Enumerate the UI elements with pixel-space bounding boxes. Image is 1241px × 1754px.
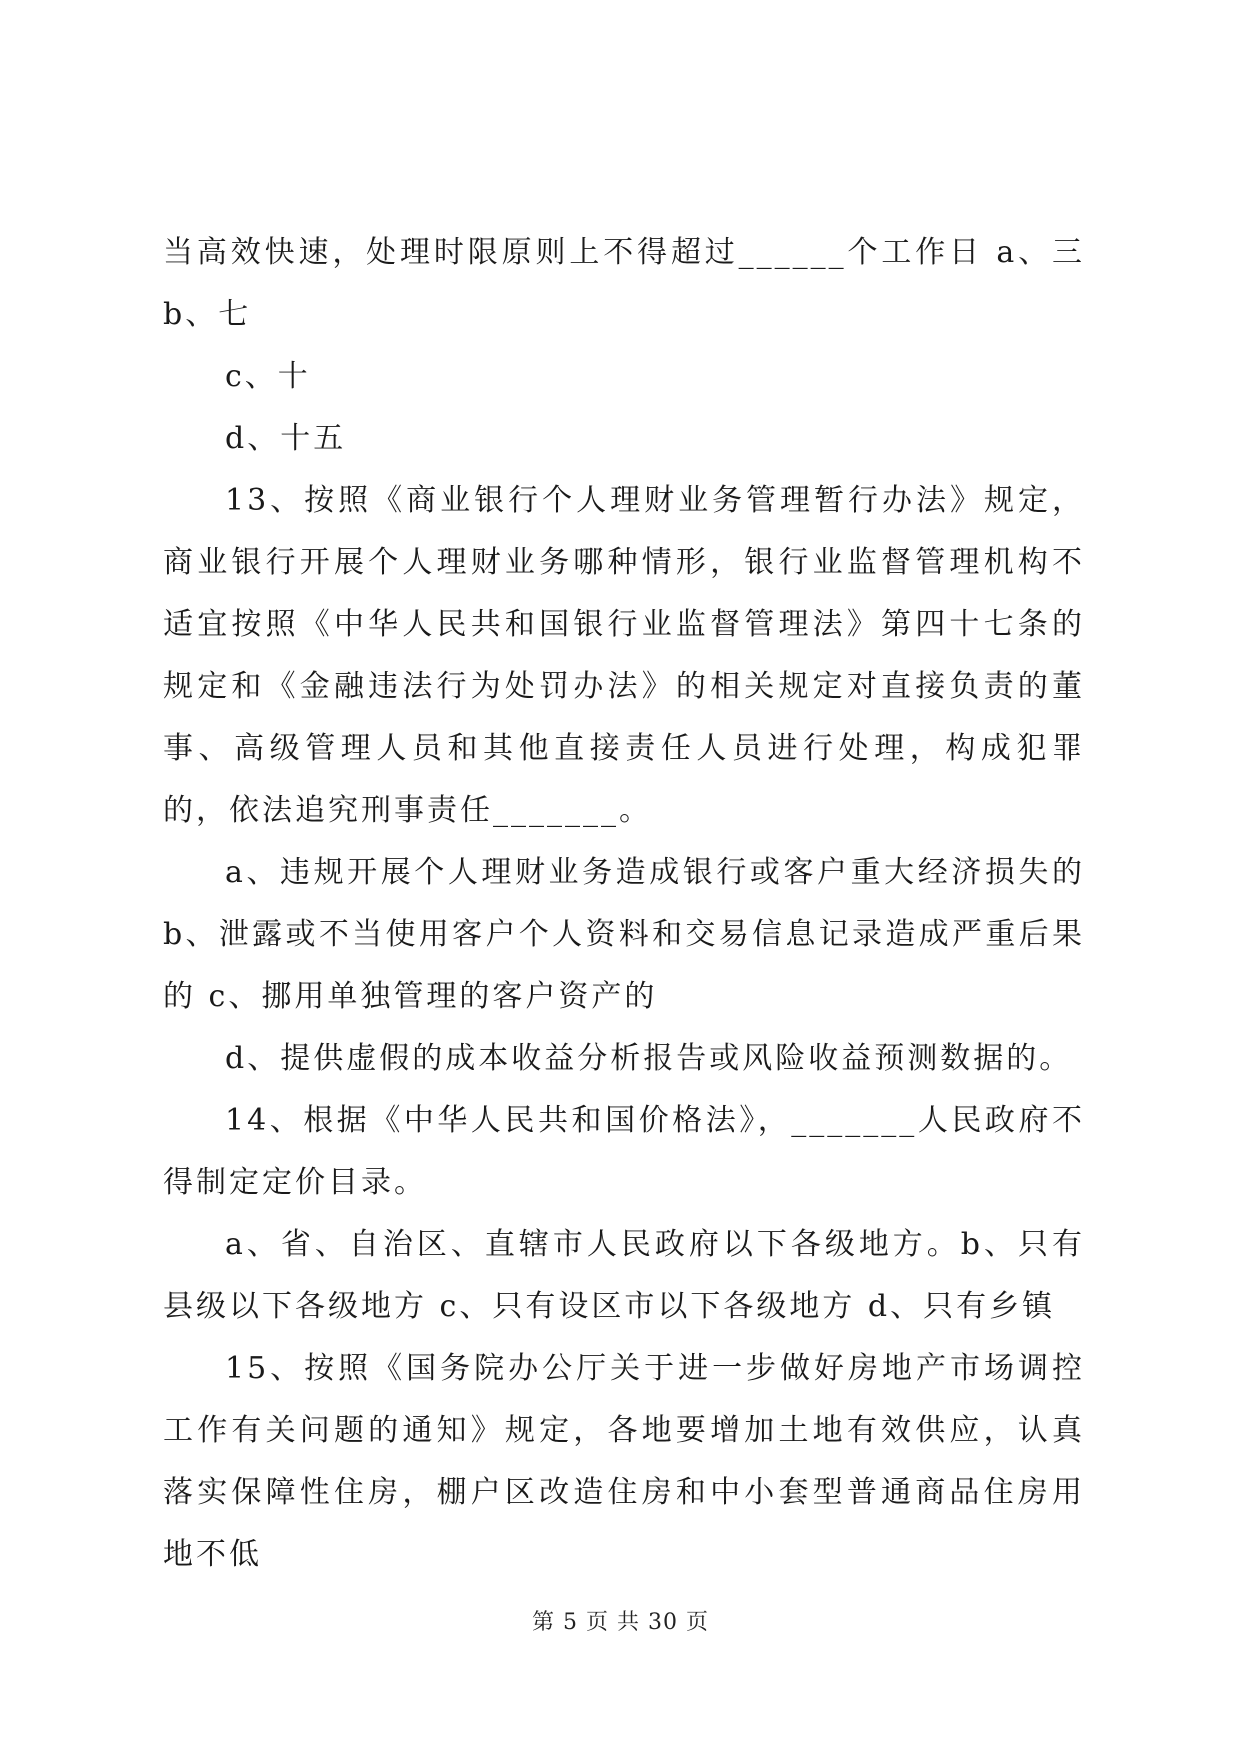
question-15: 15、按照《国务院办公厅关于进一步做好房地产市场调控工作有关问题的通知》规定，各地要增加土地有效供应，认真落实保障性住房，棚户区改造住房和中小套型普通商品住房用地不低 [163, 1351, 1085, 1572]
question-13-option-d: d、提供虚假的成本收益分析报告或风险收益预测数据的。 [225, 1041, 1073, 1076]
question-14-options: a、省、自治区、直辖市人民政府以下各级地方。b、只有县级以下各级地方 c、只有设区市以下各级地方 d、只有乡镇 [163, 1227, 1085, 1324]
question-13: 13、按照《商业银行个人理财业务管理暂行办法》规定，商业银行开展个人理财业务哪种情形，银行业监督管理机构不适宜按照《中华人民共和国银行业监督管理法》第四十七条的规定和《金融违法行为处罚办法》的相关规定对直接负责的董事、高级管理人员和其他直接责任人员进行处理，构成犯罪的，依法追究刑事责任_______。 [163, 483, 1085, 828]
paragraph-3: d、十五 [225, 421, 347, 456]
paragraph-2: c、十 [225, 359, 311, 394]
page-number-footer: 第 5 页 共 30 页 [532, 1610, 709, 1635]
question-13-options: a、违规开展个人理财业务造成银行或客户重大经济损失的 b、泄露或不当使用客户个人资料和交易信息记录造成严重后果的 c、挪用单独管理的客户资产的 [163, 855, 1085, 1014]
paragraph-1: 当高效快速，处理时限原则上不得超过______个工作日 a、三 b、七 [163, 235, 1085, 332]
question-14: 14、根据《中华人民共和国价格法》，_______人民政府不得制定定价目录。 [163, 1103, 1085, 1200]
page-body [163, 222, 1085, 1586]
